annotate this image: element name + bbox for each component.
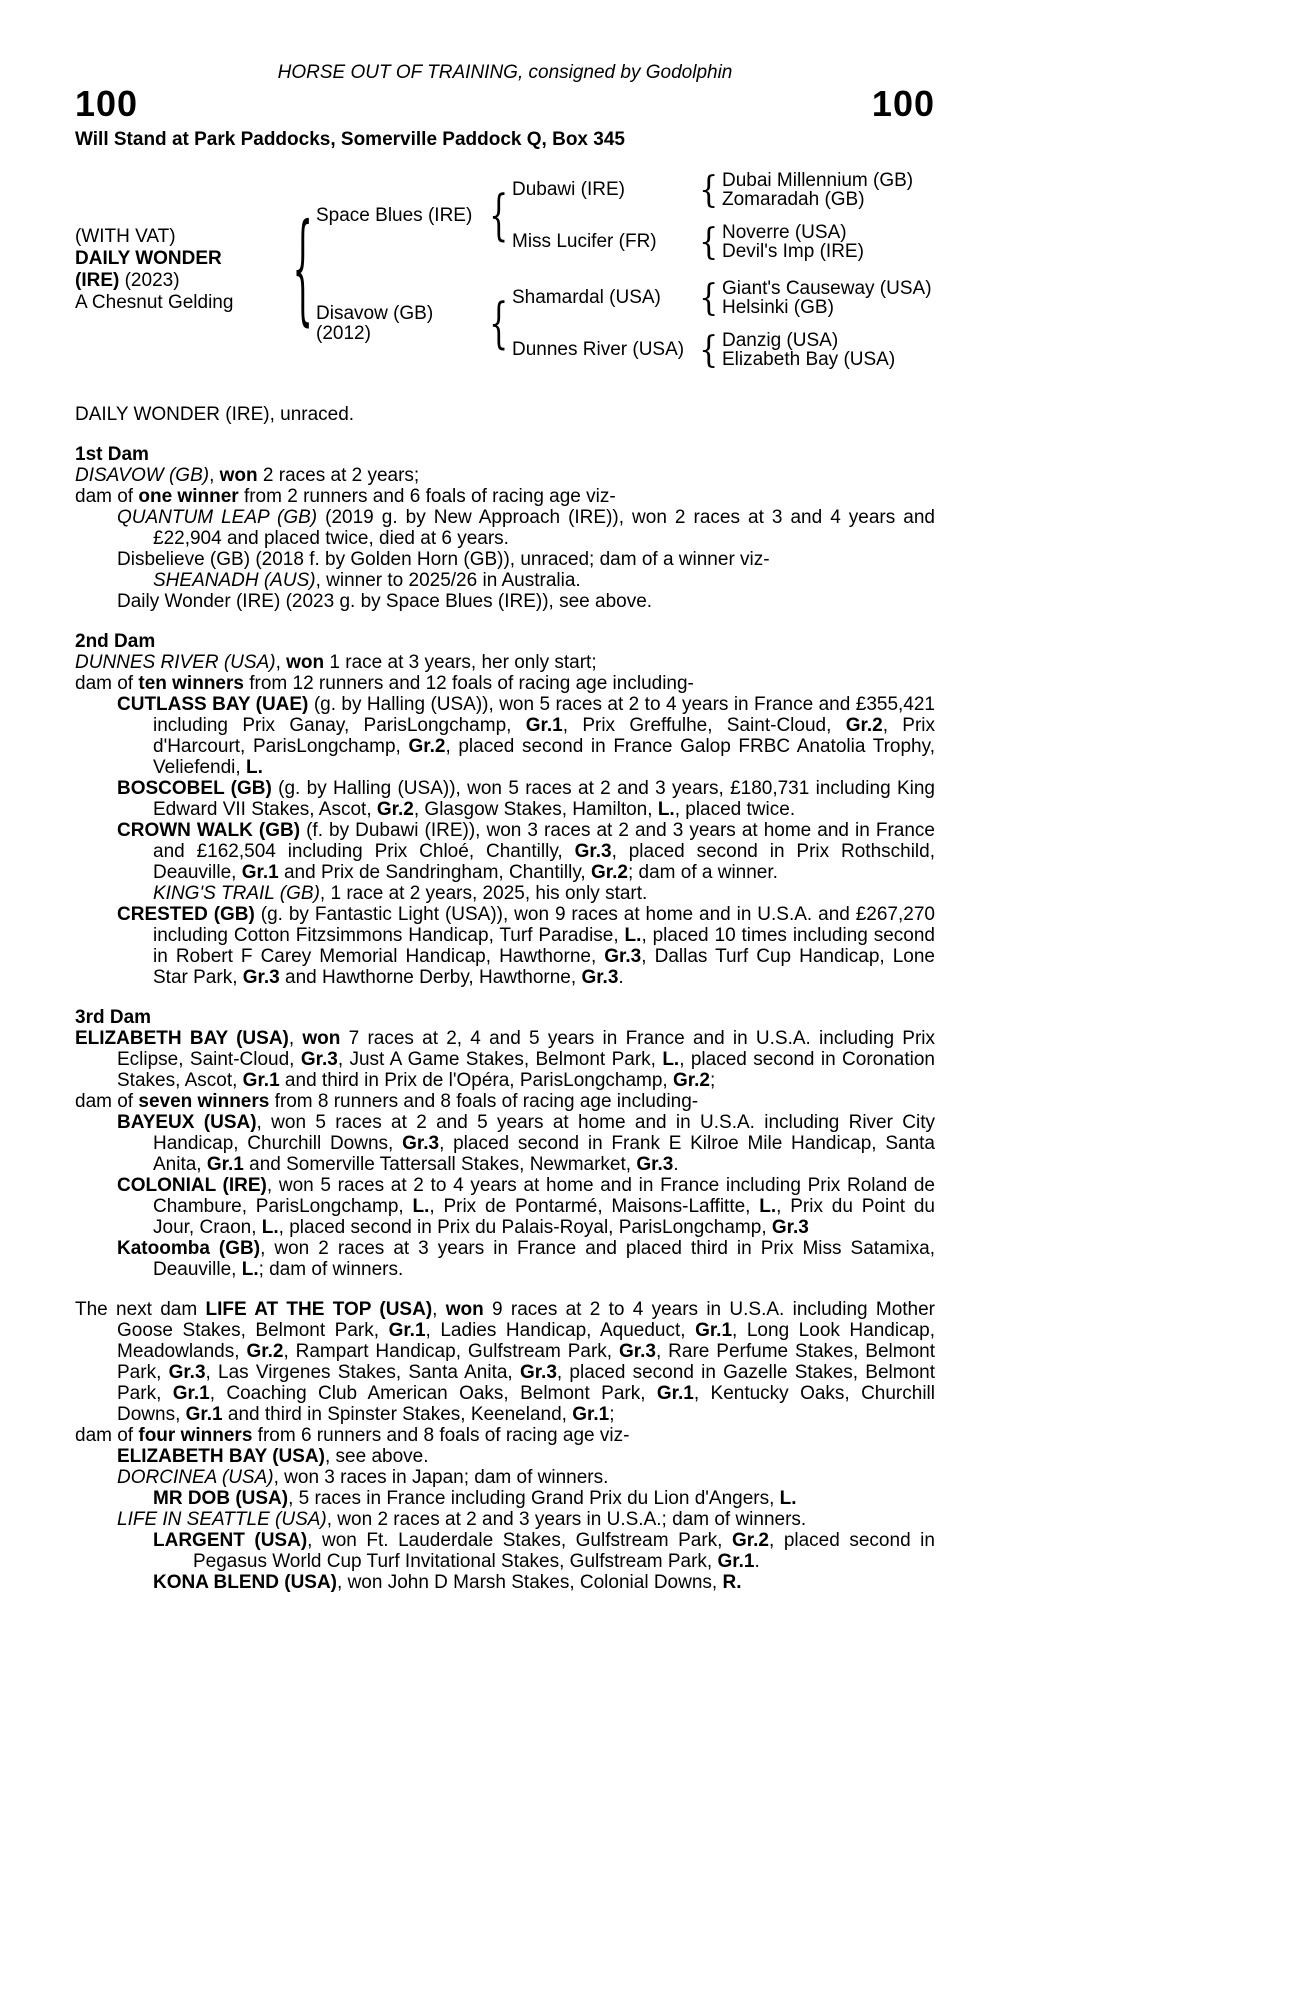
pedigree-table xyxy=(75,162,935,378)
dam-sire-dam-name: Helsinki (GB) xyxy=(722,297,834,318)
pedigree-paragraph: DUNNES RIVER (USA), won 1 race at 3 years, her only start; xyxy=(75,652,597,673)
dam-name: Disavow (GB) (2012) xyxy=(316,303,434,344)
pedigree-paragraph: COLONIAL (IRE), won 5 races at 2 to 4 years at home and in France including Prix Roland de Chambure, ParisLongchamp, L., Prix de Pontarmé, Maisons-Laffitte, L., Prix du Point du Jour, Craon, L., placed second in Prix du Palais-Royal, ParisLongchamp, Gr.3 xyxy=(117,1175,935,1238)
dam-dam-brace: { xyxy=(699,328,719,372)
pedigree-paragraph: ELIZABETH BAY (USA), see above. xyxy=(117,1446,429,1467)
sire-sire-branch xyxy=(512,166,913,214)
dam-dam-dam-name: Elizabeth Bay (USA) xyxy=(722,349,896,370)
sire-name: Space Blues (IRE) xyxy=(316,205,473,226)
pedigree-paragraph: dam of seven winners from 8 runners and 8 foals of racing age including- xyxy=(75,1091,699,1112)
pedigree-paragraph: dam of one winner from 2 runners and 6 foals of racing age viz- xyxy=(75,486,616,507)
pedigree-paragraph: QUANTUM LEAP (GB) (2019 g. by New Approach (IRE)), won 2 races at 3 and 4 years and £22,904 and placed twice, died at 6 years. xyxy=(117,507,935,549)
pedigree-section xyxy=(75,631,935,988)
dam-sire-branch xyxy=(512,274,932,322)
catalogue-page xyxy=(75,0,935,1593)
sire-dam-brace: { xyxy=(699,220,719,264)
pedigree-paragraph: MR DOB (USA), 5 races in France including Grand Prix du Lion d'Angers, L. xyxy=(153,1488,797,1509)
horse-origin-year: (IRE) (2023) xyxy=(75,270,180,291)
pedigree-paragraph: CRESTED (GB) (g. by Fantastic Light (USA)), won 9 races at home and in U.S.A. and £267,270 including Cotton Fitzsimmons Handicap, Turf Paradise, L., placed 10 times including second in Robert F Carey Memorial Handicap, Hawthorne, Gr.3, Dallas Turf Cup Handicap, Lone Star Park, Gr.3 and Hawthorne Derby, Hawthorne, Gr.3. xyxy=(117,904,935,988)
dam-dam-name: Dunnes River (USA) xyxy=(512,339,685,360)
lot-number-left: 100 xyxy=(75,83,139,124)
sire-dam-sire-name: Noverre (USA) xyxy=(722,222,847,243)
section-heading: 1st Dam xyxy=(75,444,149,465)
section-heading: 2nd Dam xyxy=(75,631,156,652)
stand-location: Will Stand at Park Paddocks, Somerville Paddock Q, Box 345 xyxy=(75,129,625,150)
pedigree-section xyxy=(75,1299,935,1593)
pedigree-paragraph: Katoomba (GB), won 2 races at 3 years in France and placed third in Prix Miss Satamixa, Deauville, L.; dam of winners. xyxy=(117,1238,936,1280)
pedigree-paragraph: LIFE IN SEATTLE (USA), won 2 races at 2 and 3 years in U.S.A.; dam of winners. xyxy=(117,1509,807,1530)
dam-sire-name: Shamardal (USA) xyxy=(512,287,661,308)
lot-row xyxy=(75,83,935,124)
horse-details xyxy=(75,226,290,314)
sire-dam-dam-name: Devil's Imp (IRE) xyxy=(722,241,864,262)
pedigree-paragraph: dam of ten winners from 12 runners and 12 foals of racing age including- xyxy=(75,673,694,694)
sire-sire-brace: { xyxy=(699,168,719,212)
pedigree-paragraph: DAILY WONDER (IRE), unraced. xyxy=(75,404,355,425)
pedigree-paragraph: KONA BLEND (USA), won John D Marsh Stakes, Colonial Downs, R. xyxy=(153,1572,742,1593)
pedigree-paragraph: DISAVOW (GB), won 2 races at 2 years; xyxy=(75,465,420,486)
consignment-line: HORSE OUT OF TRAINING, consigned by Godolphin xyxy=(277,62,733,83)
pedigree-paragraph: CUTLASS BAY (UAE) (g. by Halling (USA)), won 5 races at 2 to 4 years in France and £355,421 including Prix Ganay, ParisLongchamp, Gr.1, Prix Greffulhe, Saint-Cloud, Gr.2, Prix d'Harcourt, ParisLongchamp, Gr.2, placed second in France Galop FRBC Anatolia Trophy, Veliefendi, L. xyxy=(117,694,936,778)
sire-dam-name: Miss Lucifer (FR) xyxy=(512,231,657,252)
pedigree-section xyxy=(75,1007,935,1280)
sire-sire-name: Dubawi (IRE) xyxy=(512,179,625,200)
sire-dam-branch xyxy=(512,218,913,266)
section-heading: 3rd Dam xyxy=(75,1007,152,1028)
sire-brace: { xyxy=(489,184,509,248)
pedigree-paragraph: SHEANADH (AUS), winner to 2025/26 in Australia. xyxy=(153,570,581,591)
root-brace: { xyxy=(292,201,314,339)
lot-number-right: 100 xyxy=(871,83,935,124)
dam-sire-sire-name: Giant's Causeway (USA) xyxy=(722,278,932,299)
pedigree-text xyxy=(75,404,935,1593)
pedigree-paragraph: ELIZABETH BAY (USA), won 7 races at 2, 4 and 5 years in France and in U.S.A. including Prix Eclipse, Saint-Cloud, Gr.3, Just A Game Stakes, Belmont Park, L., placed second in Coronation Stakes, Ascot, Gr.1 and third in Prix de l'Opéra, ParisLongchamp, Gr.2; xyxy=(75,1028,935,1091)
pedigree-paragraph: BAYEUX (USA), won 5 races at 2 and 5 years at home and in U.S.A. including River City Handicap, Churchill Downs, Gr.3, placed second in Frank E Kilroe Mile Handicap, Santa Anita, Gr.1 and Somerville Tattersall Stakes, Newmarket, Gr.3. xyxy=(117,1112,935,1175)
horse-name: DAILY WONDER xyxy=(75,248,222,269)
dam-dam-sire-name: Danzig (USA) xyxy=(722,330,839,351)
pedigree-paragraph: BOSCOBEL (GB) (g. by Halling (USA)), won 5 races at 2 and 3 years, £180,731 including King Edward VII Stakes, Ascot, Gr.2, Glasgow Stakes, Hamilton, L., placed twice. xyxy=(117,778,935,820)
vat-note: (WITH VAT) xyxy=(75,226,176,247)
sire-branch xyxy=(316,164,932,268)
dam-branch xyxy=(316,272,932,376)
sire-sire-sire-name: Dubai Millennium (GB) xyxy=(722,170,914,191)
pedigree-section xyxy=(75,404,935,425)
pedigree-paragraph: DORCINEA (USA), won 3 races in Japan; dam of winners. xyxy=(117,1467,609,1488)
pedigree-paragraph: Daily Wonder (IRE) (2023 g. by Space Blues (IRE)), see above. xyxy=(117,591,653,612)
pedigree-paragraph: LARGENT (USA), won Ft. Lauderdale Stakes, Gulfstream Park, Gr.2, placed second in Pegasus World Cup Turf Invitational Stakes, Gulfstream Park, Gr.1. xyxy=(153,1530,935,1572)
pedigree-paragraph: The next dam LIFE AT THE TOP (USA), won 9 races at 2 to 4 years in U.S.A. including Mother Goose Stakes, Belmont Park, Gr.1, Ladies Handicap, Aqueduct, Gr.1, Long Look Handicap, Meadowlands, Gr.2, Rampart Handicap, Gulfstream Park, Gr.3, Rare Perfume Stakes, Belmont Park, Gr.3, Las Virgenes Stakes, Santa Anita, Gr.3, placed second in Gazelle Stakes, Belmont Park, Gr.1, Coaching Club American Oaks, Belmont Park, Gr.1, Kentucky Oaks, Churchill Downs, Gr.1 and third in Spinster Stakes, Keeneland, Gr.1; xyxy=(75,1299,936,1425)
pedigree-paragraph: Disbelieve (GB) (2018 f. by Golden Horn (GB)), unraced; dam of a winner viz- xyxy=(117,549,770,570)
pedigree-section xyxy=(75,444,935,612)
dam-dam-branch xyxy=(512,326,932,374)
pedigree-paragraph: KING'S TRAIL (GB), 1 race at 2 years, 2025, his only start. xyxy=(153,883,648,904)
pedigree-paragraph: CROWN WALK (GB) (f. by Dubawi (IRE)), won 3 races at 2 and 3 years at home and in France and £162,504 including Prix Chloé, Chantilly, Gr.3, placed second in Prix Rothschild, Deauville, Gr.1 and Prix de Sandringham, Chantilly, Gr.2; dam of a winner. xyxy=(117,820,935,883)
pedigree-paragraph: dam of four winners from 6 runners and 8 foals of racing age viz- xyxy=(75,1425,630,1446)
horse-description: A Chesnut Gelding xyxy=(75,292,234,313)
dam-sire-brace: { xyxy=(699,276,719,320)
sire-sire-dam-name: Zomaradah (GB) xyxy=(722,189,865,210)
dam-brace: { xyxy=(489,292,509,356)
